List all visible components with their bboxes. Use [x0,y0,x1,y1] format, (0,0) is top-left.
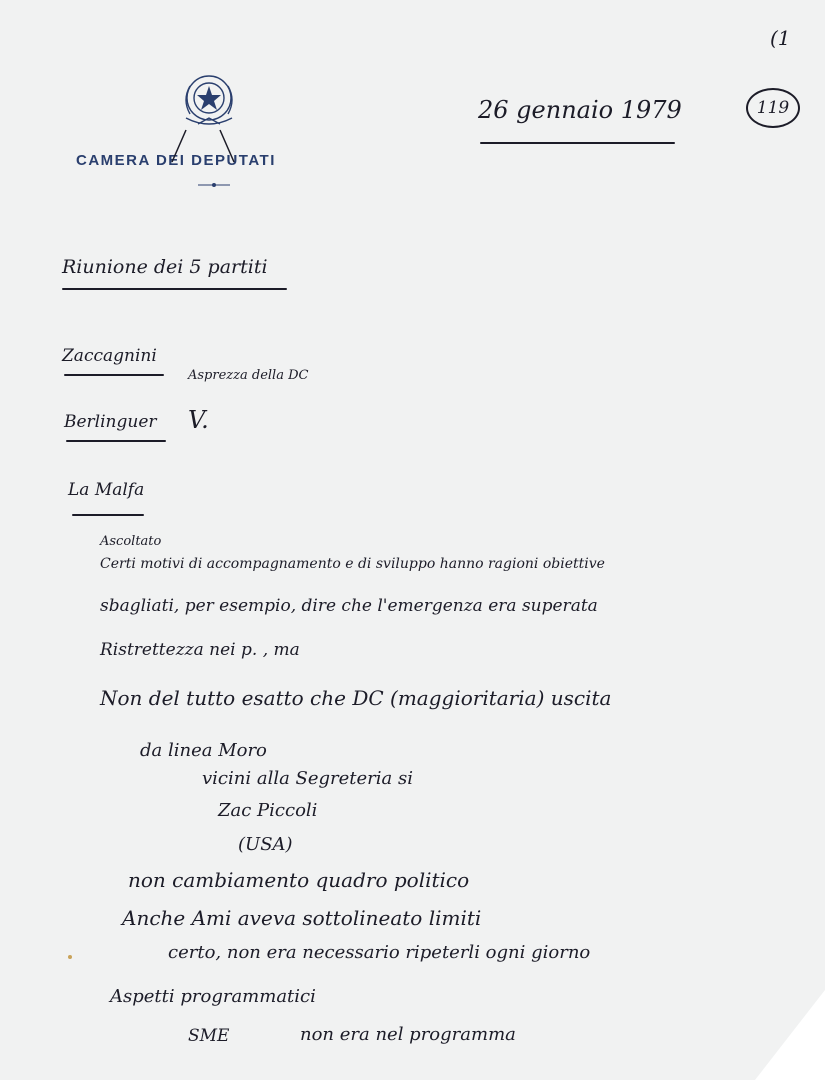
date: 26 gennaio 1979 [478,96,682,124]
speaker-la-malfa: La Malfa [68,480,145,500]
page-number: 119 [746,88,800,128]
letterhead-ornament [198,182,230,188]
speaker-berlinguer: Berlinguer [64,412,157,432]
note-line: (USA) [238,834,293,855]
sheet-number: (1 [770,26,791,50]
note-title: Riunione dei 5 partiti [62,256,268,278]
note-line: sbagliati, per esempio, dire che l'emergenza era superata [100,596,598,616]
note-line: V. [188,406,209,434]
note-line: vicini alla Segreteria si [202,768,413,789]
title-underline [62,288,287,290]
note-line: Non del tutto esatto che DC (maggioritaria) uscita [100,686,612,710]
note-line: SME [188,1026,230,1046]
note-line: Zac Piccoli [218,800,318,821]
note-line: certo, non era necessario ripeterli ogni giorno [168,942,591,963]
speaker-underline [66,440,166,442]
handwritten-caret-mark [150,126,270,166]
note-line: Anche Ami aveva sottolineato limiti [122,906,482,930]
speaker-underline [72,514,144,516]
speaker-zaccagnini: Zaccagnini [62,346,157,366]
date-underline [480,142,675,144]
letterhead-title: CAMERA DEI DEPUTATI [76,152,276,169]
note-line: non cambiamento quadro politico [128,868,470,892]
note-line: Asprezza della DC [188,368,309,383]
note-line: da linea Moro [140,740,267,761]
note-line: Aspetti programmatici [110,986,316,1007]
paper-spot [68,955,72,959]
note-line: Ascoltato [100,534,162,549]
speaker-underline [64,374,164,376]
note-line: Ristrettezza nei p. , ma [100,640,300,660]
note-line: Certi motivi di accompagnamento e di sviluppo hanno ragioni obiettive [100,556,605,572]
note-line: non era nel programma [300,1024,516,1045]
